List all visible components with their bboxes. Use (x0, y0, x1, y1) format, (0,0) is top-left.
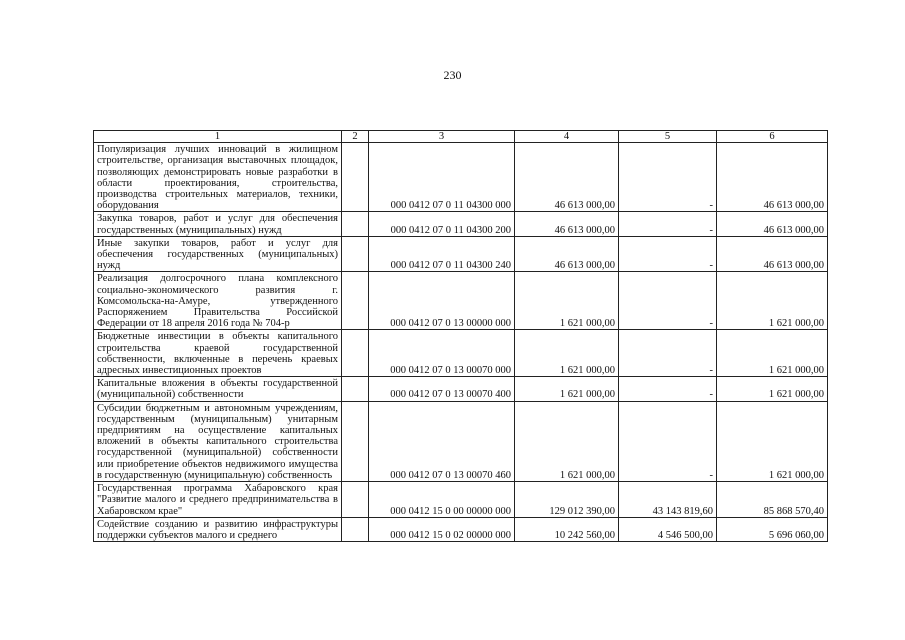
row-col2 (342, 401, 369, 481)
amount-col4: 10 242 560,00 (515, 517, 619, 541)
column-header-3: 3 (369, 131, 515, 143)
row-description: Государственная программа Хабаровского края "Развитие малого и среднего предпринимательства в Хабаровском крае" (94, 482, 342, 518)
amount-col4: 46 613 000,00 (515, 212, 619, 236)
amount-col4: 129 012 390,00 (515, 482, 619, 518)
row-description: Капитальные вложения в объекты государственной (муниципальной) собственности (94, 377, 342, 401)
column-header-4: 4 (515, 131, 619, 143)
column-header-6: 6 (717, 131, 828, 143)
amount-col6: 85 868 570,40 (717, 482, 828, 518)
page-number: 230 (443, 68, 462, 82)
amount-col5: - (619, 272, 717, 330)
row-description: Закупка товаров, работ и услуг для обеспечения государственных (муниципальных) нужд (94, 212, 342, 236)
table-row (94, 212, 828, 236)
budget-classification-code: 000 0412 07 0 13 00000 000 (369, 272, 515, 330)
amount-col4: 1 621 000,00 (515, 401, 619, 481)
amount-col6: 46 613 000,00 (717, 143, 828, 212)
table-header-row (94, 131, 828, 143)
amount-col5: - (619, 236, 717, 272)
table-row (94, 236, 828, 272)
amount-col4: 1 621 000,00 (515, 377, 619, 401)
table-row (94, 272, 828, 330)
amount-col5: - (619, 212, 717, 236)
amount-col6: 1 621 000,00 (717, 272, 828, 330)
amount-col6: 46 613 000,00 (717, 212, 828, 236)
column-header-2: 2 (342, 131, 369, 143)
row-col2 (342, 143, 369, 212)
amount-col5: - (619, 330, 717, 377)
amount-col6: 5 696 060,00 (717, 517, 828, 541)
budget-classification-code: 000 0412 07 0 11 04300 000 (369, 143, 515, 212)
row-col2 (342, 212, 369, 236)
table-row (94, 517, 828, 541)
table-row (94, 482, 828, 518)
amount-col4: 1 621 000,00 (515, 330, 619, 377)
table-row (94, 330, 828, 377)
row-col2 (342, 377, 369, 401)
row-description: Реализация долгосрочного плана комплексного социально-экономического развития г. Комсомольска-на-Амуре, утвержденного Распоряжением Правительства Российской Федерации от 18 апреля 2016 года № 704-р (94, 272, 342, 330)
budget-classification-code: 000 0412 07 0 13 00070 000 (369, 330, 515, 377)
amount-col4: 1 621 000,00 (515, 272, 619, 330)
column-header-5: 5 (619, 131, 717, 143)
amount-col5: 43 143 819,60 (619, 482, 717, 518)
row-description: Популяризация лучших инноваций в жилищном строительстве, организация выставочных площадок, позволяющих демонстрировать новые разработки в области проектирования, строительства, производства строительных материалов, техники, оборудования (94, 143, 342, 212)
table-row (94, 377, 828, 401)
amount-col6: 1 621 000,00 (717, 401, 828, 481)
budget-classification-code: 000 0412 07 0 11 04300 200 (369, 212, 515, 236)
row-col2 (342, 330, 369, 377)
amount-col5: 4 546 500,00 (619, 517, 717, 541)
row-col2 (342, 272, 369, 330)
amount-col5: - (619, 401, 717, 481)
budget-classification-code: 000 0412 07 0 11 04300 240 (369, 236, 515, 272)
row-description: Бюджетные инвестиции в объекты капитального строительства краевой государственной собственности, включенные в перечень краевых адресных инвестиционных проектов (94, 330, 342, 377)
budget-table (93, 130, 828, 542)
amount-col6: 1 621 000,00 (717, 330, 828, 377)
row-description: Субсидии бюджетным и автономным учреждениям, государственным (муниципальным) унитарным предприятиям на осуществление капитальных вложений в объекты капитального строительства государственной (муниципальной) собственности или приобретение объектов недвижимого имущества в государственную (муниципальную) собственность (94, 401, 342, 481)
amount-col6: 46 613 000,00 (717, 236, 828, 272)
budget-classification-code: 000 0412 07 0 13 00070 400 (369, 377, 515, 401)
budget-classification-code: 000 0412 15 0 02 00000 000 (369, 517, 515, 541)
row-col2 (342, 482, 369, 518)
row-description: Иные закупки товаров, работ и услуг для обеспечения государственных (муниципальных) нужд (94, 236, 342, 272)
row-col2 (342, 236, 369, 272)
table-body (94, 143, 828, 542)
budget-classification-code: 000 0412 07 0 13 00070 460 (369, 401, 515, 481)
amount-col5: - (619, 143, 717, 212)
amount-col4: 46 613 000,00 (515, 143, 619, 212)
table-row (94, 401, 828, 481)
table-row (94, 143, 828, 212)
amount-col4: 46 613 000,00 (515, 236, 619, 272)
budget-classification-code: 000 0412 15 0 00 00000 000 (369, 482, 515, 518)
column-header-1: 1 (94, 131, 342, 143)
row-description: Содействие созданию и развитию инфраструктуры поддержки субъектов малого и среднего (94, 517, 342, 541)
amount-col5: - (619, 377, 717, 401)
row-col2 (342, 517, 369, 541)
amount-col6: 1 621 000,00 (717, 377, 828, 401)
